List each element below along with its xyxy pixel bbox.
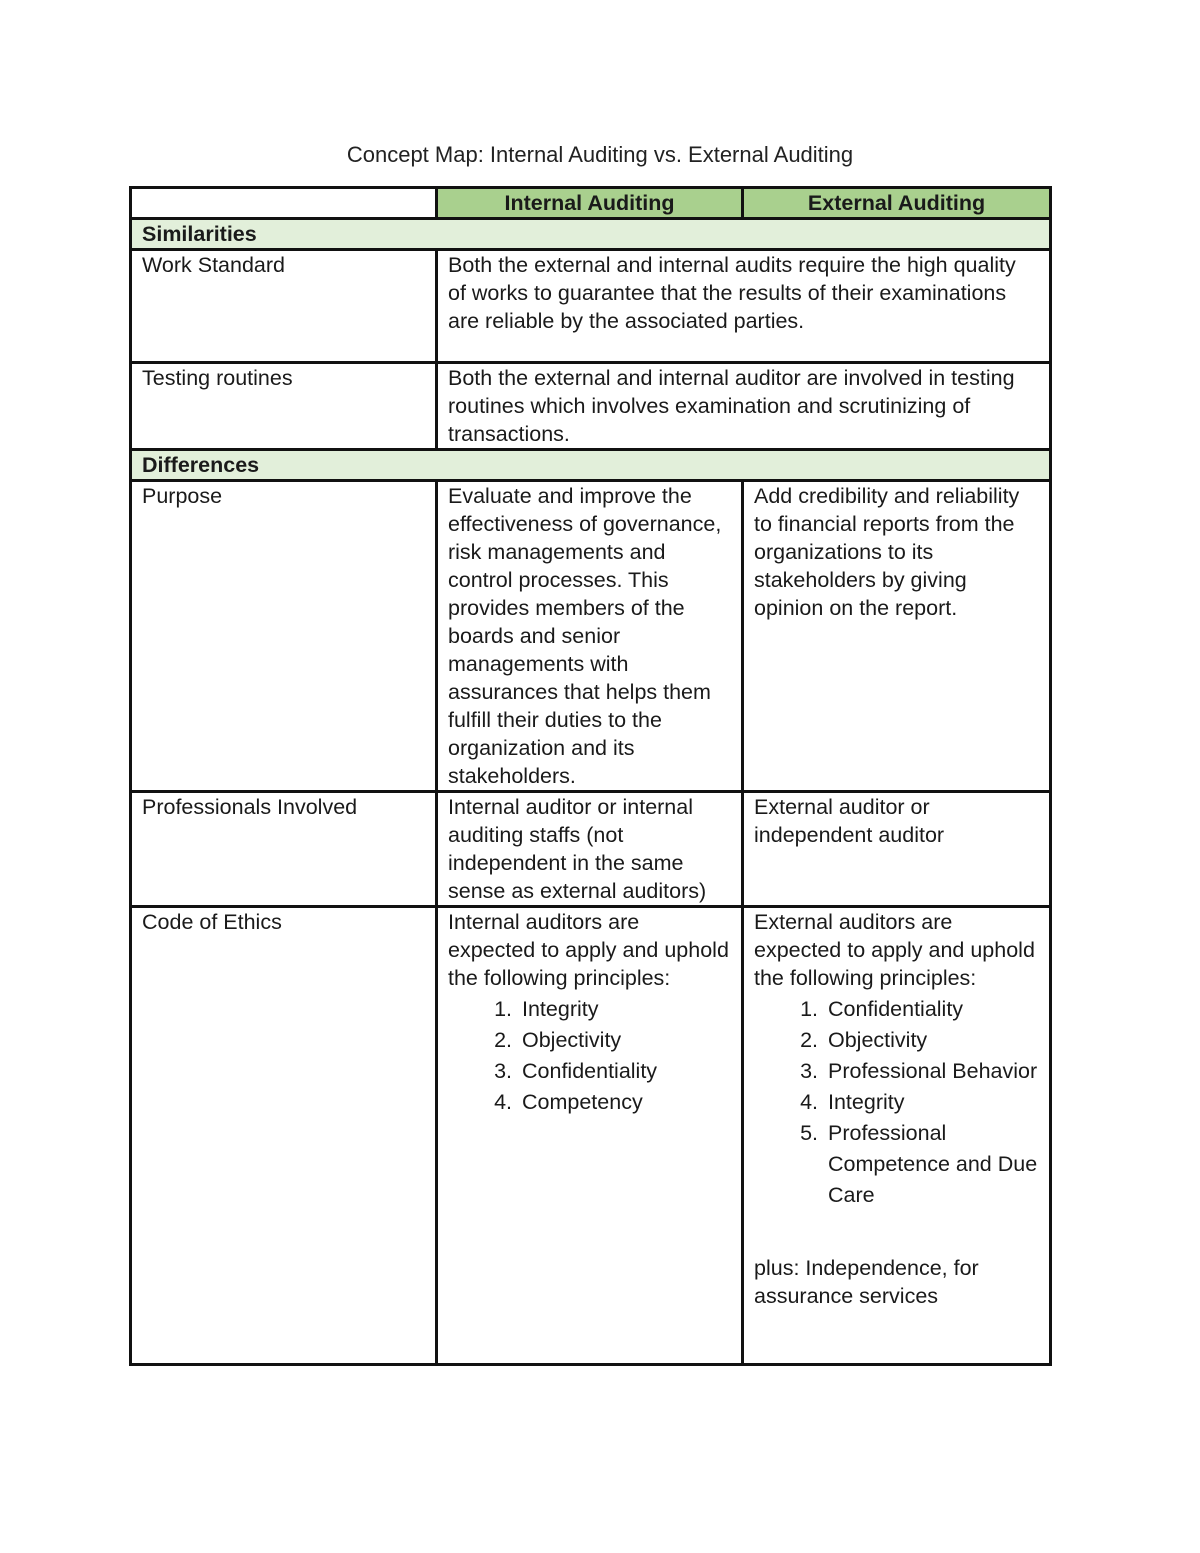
ethics-external-intro: External auditors are expected to apply and uphold the following principles:	[754, 910, 1035, 990]
section-heading-similarities: Similarities	[131, 219, 1051, 250]
list-item: 3. Professional Behavior	[824, 1056, 1039, 1087]
list-item: 1. Confidentiality	[824, 994, 1039, 1025]
section-row-differences	[131, 450, 1051, 481]
purpose-external-cell: Add credibility and reliability to financial reports from the organizations to its stakeholders by giving opinion on the report.	[743, 481, 1051, 792]
table-row	[131, 907, 1051, 1365]
ethics-internal-intro: Internal auditors are expected to apply and uphold the following principles:	[448, 910, 729, 990]
table-row	[131, 363, 1051, 450]
list-item: 4. Integrity	[824, 1087, 1039, 1118]
header-external-auditing: External Auditing	[743, 188, 1051, 219]
ethics-internal-cell	[437, 907, 743, 1365]
ethics-external-note: plus: Independence, for assurance services	[754, 1256, 979, 1308]
row-label-testing-routines: Testing routines	[131, 363, 437, 450]
purpose-internal-cell: Evaluate and improve the effectiveness of governance, risk managements and control processes. This provides members of the boards and senior managements with assurances that helps them fulfill their duties to the organization and its stakeholders.	[437, 481, 743, 792]
row-label-work-standard: Work Standard	[131, 250, 437, 363]
section-heading-differences: Differences	[131, 450, 1051, 481]
ethics-external-cell	[743, 907, 1051, 1365]
list-item: 1. Integrity	[518, 994, 731, 1025]
section-row-similarities	[131, 219, 1051, 250]
header-corner-cell	[131, 188, 437, 219]
table-row	[131, 250, 1051, 363]
professionals-external-cell: External auditor or independent auditor	[743, 792, 1051, 907]
row-text-testing-routines: Both the external and internal auditor are involved in testing routines which involves examination and scrutinizing of transactions.	[437, 363, 1051, 450]
list-item: 4. Competency	[518, 1087, 731, 1118]
row-label-professionals-involved: Professionals Involved	[131, 792, 437, 907]
header-internal-auditing: Internal Auditing	[437, 188, 743, 219]
list-item: 2. Objectivity	[824, 1025, 1039, 1056]
row-label-code-of-ethics: Code of Ethics	[131, 907, 437, 1365]
ethics-external-principles-list	[754, 994, 1039, 1211]
ethics-internal-principles-list	[448, 994, 731, 1118]
professionals-internal-cell: Internal auditor or internal auditing staffs (not independent in the same sense as external auditors)	[437, 792, 743, 907]
list-item: 3. Confidentiality	[518, 1056, 731, 1087]
list-item: 5. Professional Competence and Due Care	[824, 1118, 1039, 1211]
document-title: Concept Map: Internal Auditing vs. External Auditing	[346, 142, 854, 167]
header-row	[131, 188, 1051, 219]
row-label-purpose: Purpose	[131, 481, 437, 792]
list-item: 2. Objectivity	[518, 1025, 731, 1056]
concept-map-table	[129, 186, 1052, 1366]
table-row	[131, 481, 1051, 792]
table-row	[131, 792, 1051, 907]
row-text-work-standard: Both the external and internal audits require the high quality of works to guarantee that the results of their examinations are reliable by the associated parties.	[437, 250, 1051, 363]
